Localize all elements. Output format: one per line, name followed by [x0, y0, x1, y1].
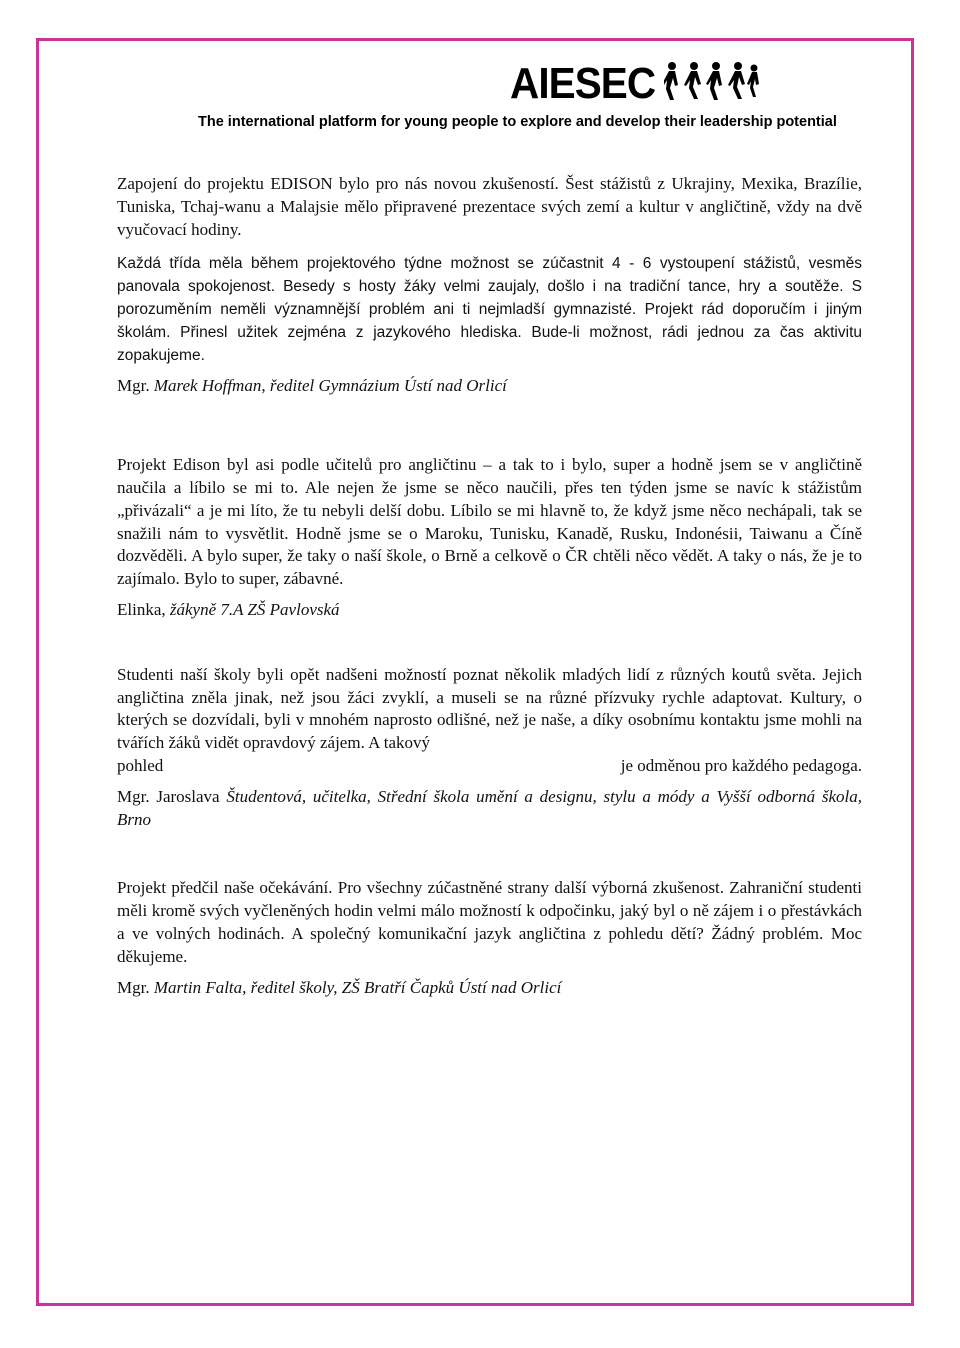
logo-tagline: The international platform for young people to explore and develop their leadership potential: [198, 114, 837, 130]
logo-wordmark: AIESEC: [510, 59, 656, 108]
testimonial-1-signature: [117, 375, 862, 398]
testimonial-3-end-left: pohled: [117, 755, 164, 775]
testimonials: [117, 173, 862, 999]
testimonial-3-para: [117, 664, 862, 755]
aiesec-logo: [198, 56, 837, 136]
signature-text: Martin Falta, ředitel školy, ZŠ Bratří Čapků Ústí nad Orlicí: [153, 977, 562, 997]
signature-prefix: Mgr.: [117, 977, 150, 997]
testimonial-3-signature: [117, 786, 862, 832]
signature-prefix: Elinka,: [117, 599, 166, 619]
testimonial-3-text: Studenti naší školy byli opět nadšeni možností poznat několik mladých lidí z různých koutů světa. Jejich angličtina zněla jinak, než jsou žáci zvyklí, a museli se na různé přízvuky rychle adaptovat. Kultury, o kterých se dozvídali, byli v mnohém naprosto odlišné, než je naše, a díky osobnímu kontaktu jsme mohli na tvářích žáků vidět opravdový zájem. A takový: [117, 664, 862, 753]
testimonial-1-para-2: Každá třída měla během projektového týdne možnost se zúčastnit 4 - 6 vystoupení stážistů, vesměs panovala spokojenost. Besedy s hosty žáky velmi zaujaly, došlo i na tradiční tance, hry a soutěže. S porozuměním neměli významnější problém ani ti nejmladší gymnazisté. Projekt rád doporučím i jiným školám. Přinesl užitek zejména z jazykového hlediska. Bude-li možnost, rádi jednou za čas aktivitu zopakujeme.: [117, 255, 862, 364]
signature-prefix: Mgr. Jaroslava: [117, 786, 220, 806]
signature-text: Študentová, učitelka, Střední škola umění a designu, stylu a módy a Vyšší odborná škola, Brno: [117, 786, 863, 829]
signature-prefix: Mgr.: [117, 376, 150, 396]
testimonial-3-end-right: je odměnou pro každého pedagoga.: [620, 755, 862, 775]
signature-text: žákyně 7.A ZŠ Pavlovská: [169, 599, 340, 619]
testimonial-1-para-1: Zapojení do projektu EDISON bylo pro nás novou zkušeností. Šest stážistů z Ukrajiny, Mexika, Brazílie, Tuniska, Tchaj-wanu a Malajsie mělo připravené prezentace svých zemí a kultur v angličtině, vždy na dvě vyučovací hodiny.: [117, 174, 862, 239]
signature-text: Marek Hoffman, ředitel Gymnázium Ústí nad Orlicí: [153, 376, 507, 396]
testimonial-3-para-end: [117, 755, 862, 778]
walking-figures-icon: [664, 60, 760, 108]
testimonial-4-para: Projekt předčil naše očekávání. Pro všechny zúčastněné strany další výborná zkušenost. Zahraniční studenti měli kromě svých vyčleněných hodin velmi málo možností k odpočinku, jaký byl o ně zájem i o přestávkách a ve volných hodinách. A společný komunikační jazyk angličtina z pohledu dětí? Žádný problém. Moc děkujeme.: [117, 878, 862, 966]
testimonial-2-signature: [117, 599, 862, 622]
testimonial-2-para: Projekt Edison byl asi podle učitelů pro angličtinu – a tak to i bylo, super a hodně jsem se v angličtině naučila a líbilo se mi to. Ale nejen že jsme se něco naučili, přes ten týden jsme se navíc k stážistům „přivázali“ a je mi líto, že tu nebyli delší dobu. Líbilo se mi hlavně to, že když jsme něco nechápali, tak se snažili nám to vysvětlit. Hodně jsme se o Maroku, Tunisku, Kanadě, Rusku, Indonésii, Taiwanu a Číně dozvěděli. A bylo super, že taky o naší škole, o Brně a celkově o ČR chtěli něco vědět. A taky o nás, že je to zajímalo. Bylo to super, zábavné.: [117, 455, 862, 589]
testimonial-4-signature: [117, 977, 862, 1000]
